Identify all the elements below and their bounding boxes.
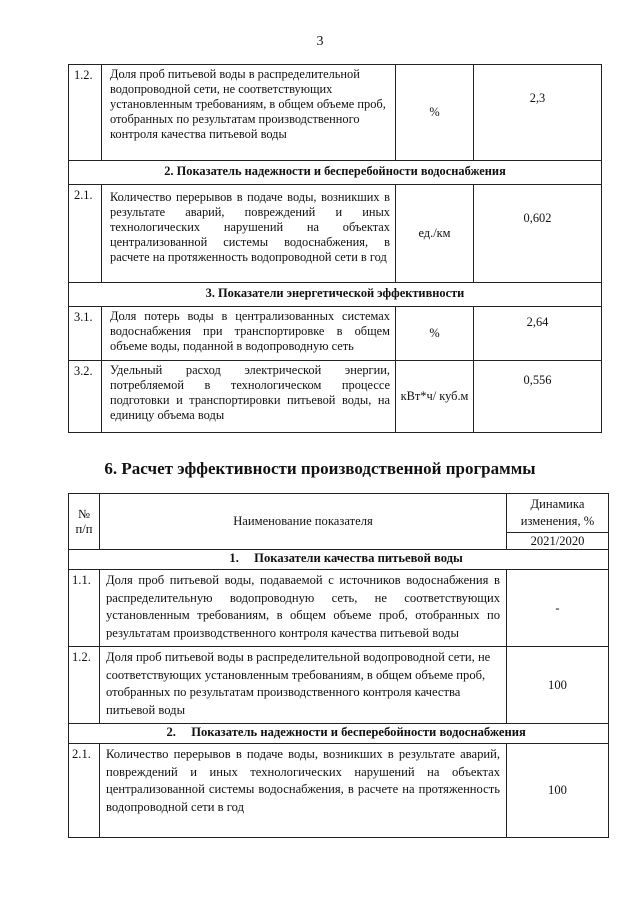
table-row [69, 307, 602, 361]
header-name: Наименование показателя [100, 494, 507, 550]
row-number: 3.2. [69, 361, 102, 433]
row-description: Удельный расход электрической энергии, потребляемой в технологическом процессе подготовки и транспортировки питьевой воды, на единицу объема воды [102, 361, 396, 433]
header-number: № п/п [69, 494, 100, 550]
row-unit: кВт*ч/ куб.м [396, 361, 474, 433]
section-6-title: 6. Расчет эффективности производственной программы [104, 459, 536, 478]
table-row [69, 65, 602, 161]
table-row [69, 361, 602, 433]
row-value: 100 [507, 744, 609, 838]
row-unit: % [396, 65, 474, 161]
section-heading [69, 550, 609, 570]
section-heading [69, 724, 609, 744]
row-description: Количество перерывов в подаче воды, возникших в результате аварий, повреждений и иных технологических нарушений на объектах централизованной системы водоснабжения, в расчете на протяженность водопроводной сети в год [102, 185, 396, 283]
section-number: 2. [166, 725, 176, 739]
section-label: Показатель надежности и бесперебойности водоснабжения [191, 725, 526, 739]
section-row [69, 724, 609, 744]
row-value: 100 [507, 647, 609, 724]
section-row [69, 283, 602, 307]
row-description: Доля проб питьевой воды, подаваемой с источников водоснабжения в распределительную водопроводную сеть, не соответствующих установленным требованиям, в общем объеме проб, отобранных по результатам производственного контроля качества питьевой воды [100, 570, 507, 647]
row-value: 0,602 [474, 185, 602, 283]
section-label: Показатели качества питьевой воды [254, 551, 463, 565]
table-row [69, 185, 602, 283]
page-number: 3 [316, 34, 324, 49]
section-row [69, 161, 602, 185]
indicators-table [68, 64, 602, 433]
table-row [69, 570, 609, 647]
section-heading: 3. Показатели энергетической эффективности [69, 283, 602, 307]
row-value: 0,556 [474, 361, 602, 433]
row-number: 2.1. [69, 744, 100, 838]
row-unit: % [396, 307, 474, 361]
row-number: 1.2. [69, 647, 100, 724]
row-value: - [507, 570, 609, 647]
row-number: 3.1. [69, 307, 102, 361]
section-row [69, 550, 609, 570]
row-number: 2.1. [69, 185, 102, 283]
row-number: 1.2. [69, 65, 102, 161]
row-description: Доля проб питьевой воды в распределительной водопроводной сети, не соответствующих установленным требованиям, в общем объеме проб, отобранных по результатам производственного контроля качества питьевой воды [100, 647, 507, 724]
row-number: 1.1. [69, 570, 100, 647]
table-row [69, 744, 609, 838]
table-row [69, 647, 609, 724]
row-description: Доля потерь воды в централизованных системах водоснабжения при транспортировке в общем объеме воды, поданной в водопроводную сеть [102, 307, 396, 361]
efficiency-table [68, 493, 609, 838]
row-unit: ед./км [396, 185, 474, 283]
header-dynamics: Динамика изменения, % [507, 494, 609, 533]
section-number: 1. [229, 551, 239, 565]
section-heading: 2. Показатель надежности и бесперебойности водоснабжения [69, 161, 602, 185]
row-value: 2,64 [474, 307, 602, 361]
row-description: Доля проб питьевой воды в распределительной водопроводной сети, не соответствующих установленным требованиям, в общем объеме проб, отобранных по результатам производственного контроля качества питьевой воды [102, 65, 396, 161]
header-period: 2021/2020 [507, 533, 609, 550]
row-description: Количество перерывов в подаче воды, возникших в результате аварий, повреждений и иных технологических нарушений на объектах централизованной системы водоснабжения, в расчете на протяженность водопроводной сети в год [100, 744, 507, 838]
row-value: 2,3 [474, 65, 602, 161]
header-row [69, 494, 609, 533]
